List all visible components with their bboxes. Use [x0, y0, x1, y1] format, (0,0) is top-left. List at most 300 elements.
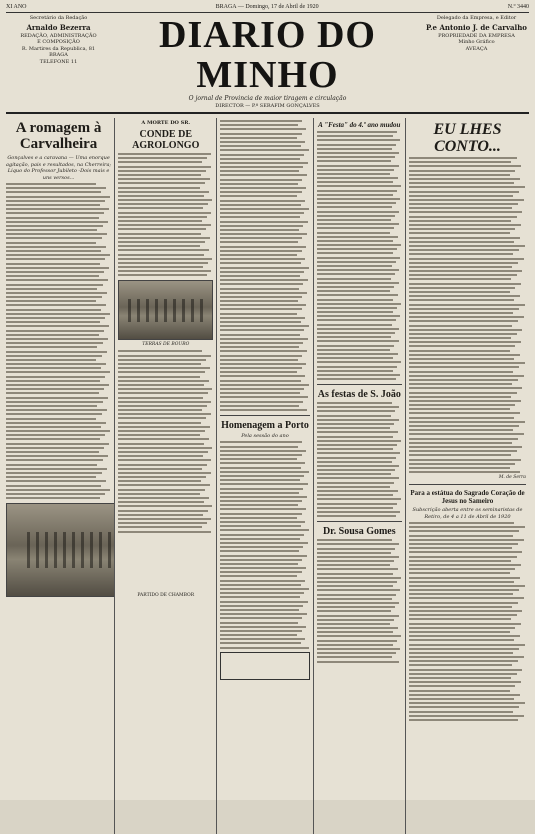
text-line	[118, 258, 212, 260]
text-line	[409, 404, 516, 406]
text-line	[317, 473, 391, 475]
text-line	[409, 606, 512, 608]
text-line	[118, 392, 208, 394]
left-line-4: TELEFONE 11	[39, 58, 78, 65]
text-line	[118, 212, 211, 214]
text-line	[6, 367, 101, 369]
text-line	[6, 455, 108, 457]
text-line	[317, 324, 392, 326]
festas-sjoao-headline: As festas de S. João	[317, 389, 401, 401]
text-line	[220, 275, 299, 277]
text-line	[317, 515, 396, 517]
text-line	[409, 207, 512, 209]
text-line	[6, 451, 99, 453]
text-line	[409, 170, 516, 172]
homenagem-subheading: Pela sessão do ano	[241, 432, 289, 439]
homenagem-headline: Homenagem a Porto	[221, 419, 309, 431]
text-line	[118, 497, 208, 499]
text-line	[118, 254, 204, 256]
text-line	[317, 374, 401, 376]
text-line	[220, 513, 301, 515]
text-line	[317, 410, 395, 412]
text-line	[317, 232, 390, 234]
text-line	[6, 212, 104, 214]
text-line	[317, 198, 401, 200]
text-line	[220, 588, 308, 590]
text-line	[409, 669, 523, 671]
text-line	[409, 673, 517, 675]
text-line	[317, 656, 392, 658]
text-line	[118, 224, 210, 226]
text-line	[6, 485, 101, 487]
text-line	[317, 556, 399, 558]
text-line	[409, 375, 524, 377]
text-line	[317, 507, 393, 509]
text-line	[317, 361, 401, 363]
text-line	[409, 526, 525, 528]
text-line	[220, 137, 297, 139]
text-line	[118, 401, 211, 403]
text-line	[220, 174, 307, 176]
text-line	[317, 165, 399, 167]
text-line	[409, 656, 524, 658]
text-line	[220, 212, 304, 214]
text-line	[220, 179, 302, 181]
text-line	[317, 431, 398, 433]
text-line	[6, 296, 102, 298]
text-line	[220, 609, 299, 611]
text-line	[409, 371, 513, 373]
text-line	[409, 253, 513, 255]
photo-terras-de-bouro	[118, 280, 213, 340]
text-line	[220, 221, 307, 223]
text-line	[220, 575, 297, 577]
text-line	[220, 359, 298, 361]
text-line	[317, 357, 394, 359]
text-line	[6, 472, 102, 474]
text-line	[6, 221, 108, 223]
text-line	[220, 355, 302, 357]
text-line	[317, 402, 392, 404]
text-line	[6, 196, 110, 198]
text-line	[317, 227, 395, 229]
text-line	[118, 447, 212, 449]
text-line	[409, 459, 521, 461]
text-line	[409, 157, 517, 159]
text-line	[317, 261, 396, 263]
text-line	[220, 325, 308, 327]
text-line	[220, 388, 304, 390]
text-line	[118, 405, 207, 407]
festas-body-text	[317, 402, 402, 517]
text-line	[220, 613, 307, 615]
text-line	[409, 644, 525, 646]
text-line	[6, 376, 105, 378]
text-line	[220, 542, 307, 544]
text-line	[409, 362, 525, 364]
text-line	[220, 592, 304, 594]
text-line	[220, 450, 306, 452]
text-line	[409, 387, 523, 389]
text-line	[317, 328, 400, 330]
text-line	[220, 580, 305, 582]
text-line	[409, 174, 510, 176]
text-line	[220, 642, 300, 644]
text-line	[409, 450, 517, 452]
editor-name: P.e Antonio J. de Carvalho	[426, 22, 527, 32]
text-line	[6, 447, 104, 449]
text-line	[220, 346, 299, 348]
text-line	[6, 279, 108, 281]
text-line	[118, 249, 208, 251]
text-line	[409, 299, 514, 301]
text-line	[409, 195, 513, 197]
text-line	[317, 173, 390, 175]
text-line	[317, 370, 393, 372]
text-line	[409, 681, 521, 683]
text-line	[317, 202, 396, 204]
left-line-0: REDAÇÃO, ADMINISTRAÇÃO	[20, 32, 97, 39]
text-line	[118, 489, 205, 491]
left-line-1: E COMPOSIÇÃO	[37, 39, 80, 46]
text-line	[317, 181, 394, 183]
text-line	[317, 257, 401, 259]
text-line	[220, 546, 303, 548]
text-line	[409, 270, 523, 272]
text-line	[317, 482, 395, 484]
text-line	[6, 246, 106, 248]
text-line	[220, 200, 305, 202]
text-line	[220, 279, 307, 281]
text-line	[220, 647, 308, 649]
text-line	[6, 443, 109, 445]
text-line	[409, 182, 514, 184]
year-number: XI ANO	[6, 4, 27, 10]
text-line	[118, 245, 200, 247]
text-line	[317, 273, 395, 275]
text-line	[118, 187, 200, 189]
text-line	[220, 204, 300, 206]
text-line	[220, 329, 304, 331]
small-boxed-notice	[220, 652, 309, 680]
text-line	[317, 215, 395, 217]
text-line	[118, 262, 208, 264]
text-line	[317, 282, 399, 284]
text-line	[6, 250, 101, 252]
text-line	[220, 367, 301, 369]
text-line	[317, 448, 393, 450]
text-line	[317, 366, 397, 368]
text-line	[317, 185, 401, 187]
text-line	[317, 156, 395, 158]
text-line	[317, 332, 395, 334]
text-line	[220, 195, 297, 197]
text-line	[409, 392, 517, 394]
text-line	[409, 245, 525, 247]
text-line	[409, 224, 521, 226]
text-line	[6, 392, 99, 394]
romagem-body-text	[6, 183, 111, 499]
text-line	[317, 539, 392, 541]
text-line	[317, 573, 394, 575]
text-line	[409, 577, 520, 579]
text-line	[409, 438, 518, 440]
text-line	[409, 614, 517, 616]
text-line	[6, 304, 106, 306]
text-line	[317, 594, 396, 596]
text-line	[6, 434, 105, 436]
text-line	[118, 514, 203, 516]
text-line	[118, 510, 208, 512]
right-line-1: Minho Gráfico	[458, 39, 495, 46]
text-line	[118, 153, 211, 155]
homenagem-body-text	[220, 441, 309, 648]
text-line	[6, 208, 109, 210]
text-line	[409, 589, 519, 591]
text-line	[317, 494, 394, 496]
text-line	[6, 371, 110, 373]
text-line	[317, 353, 398, 355]
text-line	[409, 719, 518, 721]
text-line	[317, 598, 392, 600]
text-line	[409, 429, 513, 431]
text-line	[220, 267, 308, 269]
text-line	[409, 551, 523, 553]
text-line	[317, 269, 400, 271]
text-line	[409, 593, 513, 595]
romagem-headline: A romagem à Carvalheira	[15, 120, 102, 152]
text-line	[317, 160, 391, 162]
text-line	[409, 258, 524, 260]
text-line	[317, 194, 393, 196]
text-line	[317, 135, 393, 137]
text-line	[118, 270, 211, 272]
text-line	[409, 698, 514, 700]
text-line	[409, 199, 524, 201]
text-line	[220, 446, 298, 448]
text-line	[317, 457, 396, 459]
text-line	[317, 543, 400, 545]
photo-partido-chambor	[6, 503, 115, 597]
text-line	[220, 241, 298, 243]
text-line	[409, 690, 510, 692]
text-line	[118, 455, 203, 457]
text-line	[317, 648, 401, 650]
text-line	[118, 480, 201, 482]
text-line	[317, 652, 396, 654]
text-line	[317, 177, 398, 179]
text-line	[6, 254, 110, 256]
text-line	[317, 552, 391, 554]
text-line	[118, 191, 208, 193]
text-line	[118, 493, 200, 495]
text-line	[6, 233, 107, 235]
text-line	[118, 397, 203, 399]
text-line	[118, 220, 202, 222]
text-line	[6, 346, 97, 348]
text-line	[409, 312, 513, 314]
text-line	[6, 401, 103, 403]
text-line	[409, 241, 514, 243]
text-line	[220, 191, 301, 193]
text-line	[220, 396, 307, 398]
text-line	[317, 436, 394, 438]
text-line	[6, 355, 102, 357]
text-line	[220, 626, 306, 628]
text-line	[220, 350, 307, 352]
photo2-caption: PARTIDO DE CHAMBOR	[137, 592, 195, 598]
column-5	[409, 118, 529, 834]
text-line	[6, 405, 97, 407]
text-line	[118, 216, 207, 218]
text-line	[317, 581, 397, 583]
text-line	[220, 237, 302, 239]
text-line	[409, 383, 512, 385]
text-line	[220, 475, 304, 477]
text-line	[317, 440, 401, 442]
text-line	[220, 492, 299, 494]
text-line	[317, 419, 399, 421]
text-line	[317, 503, 397, 505]
text-line	[409, 400, 521, 402]
text-line	[317, 640, 397, 642]
text-line	[409, 341, 521, 343]
text-line	[6, 338, 108, 340]
text-line	[317, 619, 395, 621]
text-line	[409, 610, 523, 612]
text-line	[6, 267, 109, 269]
text-line	[317, 315, 401, 317]
text-line	[220, 409, 307, 411]
text-line	[317, 548, 395, 550]
text-line	[6, 200, 105, 202]
text-line	[409, 564, 521, 566]
text-line	[409, 345, 516, 347]
text-line	[317, 427, 390, 429]
text-line	[6, 464, 97, 466]
text-line	[317, 340, 399, 342]
text-line	[118, 174, 201, 176]
text-line	[6, 438, 100, 440]
newspaper-subtitle: O jornal de Provincia de maior tiragem e circulação	[188, 95, 347, 102]
text-line	[6, 342, 103, 344]
text-line	[220, 363, 306, 365]
text-line	[220, 225, 303, 227]
text-line	[220, 216, 299, 218]
text-line	[317, 294, 398, 296]
text-line	[6, 204, 100, 206]
text-line	[220, 208, 308, 210]
text-line	[6, 321, 100, 323]
text-line	[317, 585, 393, 587]
text-line	[118, 417, 206, 419]
newspaper-title: DIARIO DO MINHO	[159, 14, 376, 96]
text-line	[220, 634, 297, 636]
text-line	[6, 263, 100, 265]
text-line	[220, 371, 297, 373]
text-line	[317, 415, 391, 417]
text-line	[409, 677, 511, 679]
text-line	[317, 511, 401, 513]
text-line	[409, 186, 525, 188]
text-line	[118, 522, 207, 524]
text-line	[118, 422, 201, 424]
text-line	[409, 539, 524, 541]
text-line	[409, 291, 510, 293]
text-line	[220, 479, 299, 481]
text-line	[220, 584, 300, 586]
text-line	[6, 191, 101, 193]
text-line	[220, 149, 308, 151]
text-line	[118, 505, 212, 507]
text-line	[6, 430, 110, 432]
text-line	[409, 408, 510, 410]
text-line	[409, 412, 520, 414]
text-line	[409, 161, 511, 163]
text-line	[220, 605, 303, 607]
text-line	[220, 559, 302, 561]
column-3-top-text	[220, 120, 309, 411]
text-line	[118, 426, 209, 428]
subscricao-headline: Para a estátua do Sagrado Coração de Jesus no Sameiro	[410, 489, 525, 506]
text-line	[409, 446, 523, 448]
text-line	[6, 480, 106, 482]
text-line	[6, 351, 107, 353]
text-line	[409, 325, 512, 327]
text-line	[118, 274, 207, 276]
text-line	[220, 304, 306, 306]
subscricao-subheading: Subscrição aberta entre os seminaristas de Retiro, de 4 a 11 de Abril de 1920	[412, 507, 523, 520]
text-line	[409, 366, 519, 368]
morte-body-text	[118, 153, 213, 276]
text-line	[409, 220, 511, 222]
text-line	[220, 250, 301, 252]
text-line	[118, 434, 200, 436]
column-3	[220, 118, 313, 834]
text-line	[6, 183, 96, 185]
text-line	[220, 622, 298, 624]
text-line	[6, 275, 99, 277]
text-line	[118, 518, 211, 520]
text-line	[317, 349, 390, 351]
text-line	[409, 639, 514, 641]
text-line	[220, 338, 307, 340]
issue-number: N.º 3440	[507, 4, 529, 10]
text-line	[6, 313, 110, 315]
text-line	[409, 631, 510, 633]
masthead-center	[111, 15, 424, 109]
text-line	[118, 531, 210, 533]
editor-label: Delegado da Empresa, e Editor	[436, 15, 517, 21]
text-line	[409, 396, 511, 398]
romagem-subheading: Gonçalves e a caravana — Uma enorque agitação, pais e resultados, na Cherreira; Liquo do Professor Jubileto -Dois mais e uns versos...	[6, 155, 112, 181]
text-line	[118, 161, 202, 163]
text-line	[317, 564, 390, 566]
text-line	[220, 521, 305, 523]
text-line	[220, 233, 307, 235]
column-1	[6, 118, 115, 834]
morte-headline: CONDE DE AGROLONGO	[132, 129, 200, 151]
text-line	[118, 409, 202, 411]
text-line	[317, 635, 401, 637]
text-line	[220, 563, 298, 565]
text-line	[409, 467, 510, 469]
text-line	[6, 426, 101, 428]
text-line	[6, 271, 104, 273]
text-line	[118, 178, 209, 180]
text-line	[317, 568, 398, 570]
text-line	[409, 350, 510, 352]
